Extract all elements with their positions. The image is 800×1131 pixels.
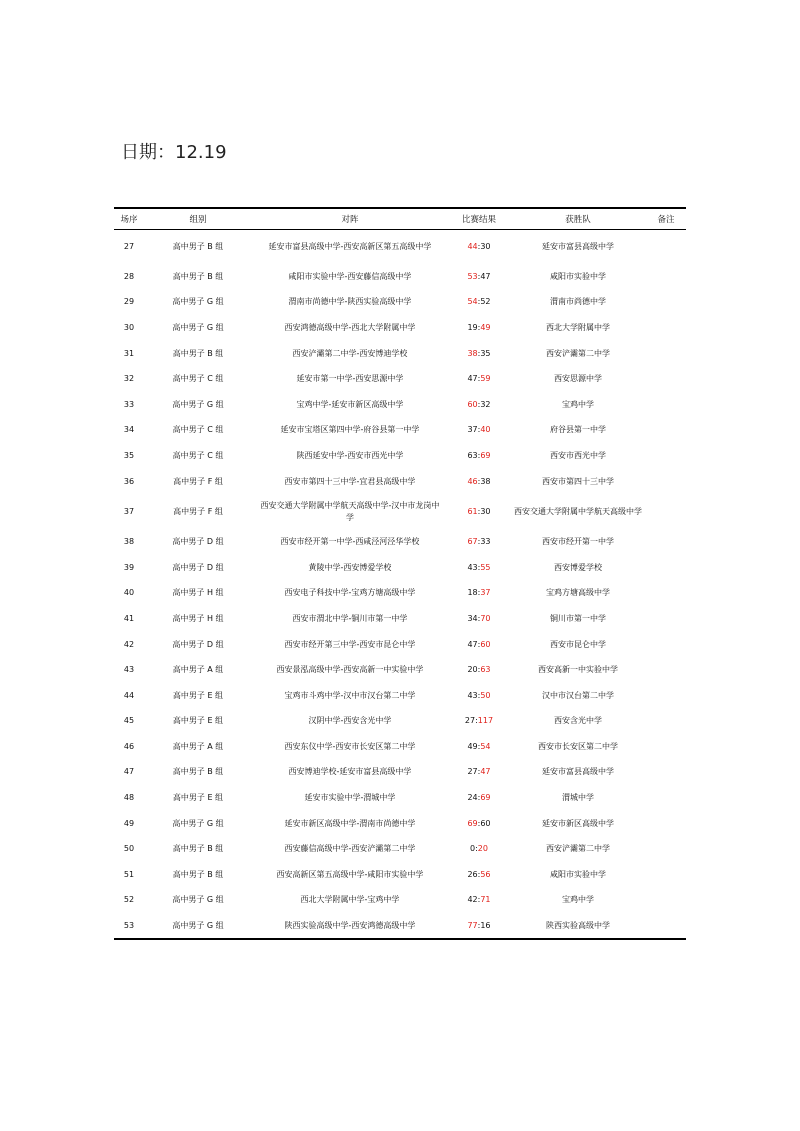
score-separator: : <box>477 271 481 281</box>
cell-winner: 汉中市汉台第二中学 <box>542 690 614 700</box>
score-away: 30 <box>480 506 491 516</box>
score-home: 37 <box>467 425 478 435</box>
table-row <box>114 494 686 529</box>
cell-group: 高中男子 B 组 <box>172 348 224 358</box>
cell-winner: 渭城中学 <box>562 793 594 803</box>
cell-note <box>646 315 686 341</box>
score-away: 55 <box>480 562 491 572</box>
cell-match-no: 40 <box>123 588 135 598</box>
cell-result <box>448 392 510 418</box>
score-separator: : <box>477 450 481 460</box>
score-home: 0 <box>470 844 476 854</box>
table-row <box>114 443 686 469</box>
header-matchup: 对阵 <box>341 214 359 225</box>
cell-group: 高中男子 H 组 <box>172 613 224 623</box>
score-away: 30 <box>480 241 491 251</box>
score-away: 47 <box>480 767 491 777</box>
cell-note <box>646 581 686 607</box>
score-separator: : <box>477 767 481 777</box>
cell-note <box>646 418 686 444</box>
score-away: 38 <box>480 476 491 486</box>
cell-result <box>448 657 510 683</box>
cell-winner: 西安高新一中实验中学 <box>538 665 618 675</box>
cell-winner: 府谷县第一中学 <box>550 425 606 435</box>
cell-result <box>448 606 510 632</box>
cell-group: 高中男子 A 组 <box>172 741 224 751</box>
score-away: 117 <box>477 716 494 726</box>
table-row <box>114 734 686 760</box>
cell-result <box>448 315 510 341</box>
cell-result <box>448 709 510 735</box>
cell-match-no: 53 <box>123 920 135 930</box>
cell-match-no: 45 <box>123 716 135 726</box>
score-separator: : <box>477 818 481 828</box>
header-match-no: 场序 <box>120 214 138 225</box>
cell-group: 高中男子 F 组 <box>173 506 223 516</box>
score-away: 32 <box>480 399 491 409</box>
header-winner: 获胜队 <box>565 214 591 225</box>
cell-winner: 咸阳市实验中学 <box>550 271 606 281</box>
score-away: 69 <box>480 450 491 460</box>
cell-result <box>448 229 510 264</box>
cell-winner: 延安市富县高级中学 <box>542 241 614 251</box>
cell-note <box>646 657 686 683</box>
cell-note <box>646 683 686 709</box>
score-away: 50 <box>480 690 491 700</box>
cell-matchup: 咸阳市实验中学-西安藤信高级中学 <box>288 271 412 281</box>
cell-group: 高中男子 H 组 <box>172 588 224 598</box>
cell-matchup: 宝鸡市斗鸡中学-汉中市汉台第二中学 <box>284 690 416 700</box>
cell-group: 高中男子 G 组 <box>172 818 224 828</box>
table-row <box>114 341 686 367</box>
table-header-row <box>114 208 686 229</box>
cell-match-no: 34 <box>123 425 135 435</box>
table-row <box>114 366 686 392</box>
table-row <box>114 555 686 581</box>
header-result: 比赛结果 <box>461 214 496 225</box>
score-separator: : <box>477 869 481 879</box>
cell-matchup: 延安市富县高级中学-西安高新区第五高级中学 <box>268 241 432 251</box>
cell-matchup: 延安市宝塔区第四中学-府谷县第一中学 <box>280 425 420 435</box>
score-home: 44 <box>467 241 478 251</box>
cell-result <box>448 888 510 914</box>
score-home: 26 <box>467 869 478 879</box>
table-row <box>114 709 686 735</box>
score-home: 27 <box>464 716 476 726</box>
cell-matchup: 陕西延安中学-西安市西光中学 <box>296 450 404 460</box>
score-away: 60 <box>480 818 491 828</box>
score-separator: : <box>475 844 478 854</box>
score-separator: : <box>477 241 481 251</box>
score-home: 54 <box>467 297 478 307</box>
cell-note <box>646 913 686 939</box>
cell-winner: 延安市新区高级中学 <box>542 818 614 828</box>
cell-match-no: 37 <box>123 506 135 516</box>
cell-result <box>448 494 510 529</box>
score-away: 33 <box>480 537 491 547</box>
cell-match-no: 35 <box>123 450 135 460</box>
table-row <box>114 836 686 862</box>
score-away: 47 <box>480 271 491 281</box>
score-away: 40 <box>480 425 491 435</box>
cell-note <box>646 366 686 392</box>
header-group: 组别 <box>189 214 207 225</box>
cell-note <box>646 443 686 469</box>
score-home: 46 <box>467 476 478 486</box>
cell-matchup: 西安博迪学校-延安市富县高级中学 <box>288 767 412 777</box>
cell-winner: 咸阳市实验中学 <box>550 869 606 879</box>
cell-result <box>448 264 510 290</box>
cell-match-no: 39 <box>123 562 135 572</box>
score-home: 60 <box>467 399 478 409</box>
score-separator: : <box>477 425 481 435</box>
cell-note <box>646 862 686 888</box>
score-home: 34 <box>467 613 478 623</box>
cell-winner: 西安思源中学 <box>554 374 602 384</box>
cell-note <box>646 229 686 264</box>
cell-matchup: 陕西实验高级中学-西安鸿德高级中学 <box>284 920 416 930</box>
score-separator: : <box>477 562 481 572</box>
table-row <box>114 888 686 914</box>
cell-group: 高中男子 D 组 <box>172 639 224 649</box>
cell-note <box>646 888 686 914</box>
cell-group: 高中男子 C 组 <box>172 374 224 384</box>
cell-group: 高中男子 G 组 <box>172 895 224 905</box>
cell-group: 高中男子 F 组 <box>173 476 223 486</box>
cell-result <box>448 836 510 862</box>
score-home: 38 <box>467 348 478 358</box>
score-away: 60 <box>480 639 491 649</box>
cell-match-no: 49 <box>123 818 135 828</box>
cell-group: 高中男子 G 组 <box>172 920 224 930</box>
cell-matchup: 西安市第四十三中学-宜君县高级中学 <box>284 476 416 486</box>
cell-matchup: 西安市经开第一中学-西咸泾河泾华学校 <box>280 537 420 547</box>
cell-match-no: 47 <box>123 767 135 777</box>
score-home: 43 <box>467 562 478 572</box>
cell-result <box>448 469 510 495</box>
cell-match-no: 50 <box>123 844 135 854</box>
table-row <box>114 632 686 658</box>
cell-winner: 西北大学附属中学 <box>546 322 610 332</box>
score-home: 67 <box>467 537 478 547</box>
score-home: 20 <box>467 665 478 675</box>
cell-matchup: 黄陵中学-西安博爱学校 <box>308 562 392 572</box>
cell-match-no: 42 <box>123 639 135 649</box>
cell-note <box>646 760 686 786</box>
cell-match-no: 36 <box>123 476 135 486</box>
score-separator: : <box>477 348 481 358</box>
table-row <box>114 862 686 888</box>
table-row <box>114 418 686 444</box>
cell-group: 高中男子 E 组 <box>172 716 224 726</box>
table-row <box>114 392 686 418</box>
cell-note <box>646 494 686 529</box>
cell-result <box>448 862 510 888</box>
cell-matchup: 西安东仪中学-西安市长安区第二中学 <box>284 741 416 751</box>
cell-group: 高中男子 E 组 <box>172 793 224 803</box>
cell-winner: 西安浐灞第二中学 <box>546 844 610 854</box>
cell-group: 高中男子 G 组 <box>172 297 224 307</box>
score-separator: : <box>477 399 481 409</box>
score-home: 27 <box>467 767 478 777</box>
cell-match-no: 46 <box>123 741 135 751</box>
score-separator: : <box>477 322 481 332</box>
score-separator: : <box>477 665 481 675</box>
score-home: 61 <box>467 506 478 516</box>
cell-note <box>646 529 686 555</box>
table-row <box>114 581 686 607</box>
table-row <box>114 657 686 683</box>
cell-group: 高中男子 C 组 <box>172 450 224 460</box>
cell-result <box>448 529 510 555</box>
cell-note <box>646 811 686 837</box>
cell-matchup: 西安市渭北中学-铜川市第一中学 <box>292 613 408 623</box>
cell-result <box>448 785 510 811</box>
score-separator: : <box>477 690 481 700</box>
score-separator: : <box>477 741 481 751</box>
cell-group: 高中男子 G 组 <box>172 322 224 332</box>
table-row <box>114 229 686 264</box>
cell-winner: 陕西实验高级中学 <box>546 920 610 930</box>
cell-result <box>448 443 510 469</box>
cell-match-no: 52 <box>123 895 135 905</box>
results-table <box>114 207 686 940</box>
cell-group: 高中男子 D 组 <box>172 537 224 547</box>
score-away: 20 <box>477 844 488 854</box>
cell-note <box>646 264 686 290</box>
cell-matchup: 西安市经开第三中学-西安市昆仑中学 <box>284 639 416 649</box>
cell-result <box>448 632 510 658</box>
cell-winner: 西安含光中学 <box>554 716 602 726</box>
score-away: 56 <box>480 869 491 879</box>
cell-winner: 西安交通大学附属中学航天高级中学 <box>514 506 642 516</box>
cell-result <box>448 683 510 709</box>
score-away: 59 <box>480 374 491 384</box>
cell-matchup: 西安交通大学附属中学航天高级中学-汉中市龙岗中学 <box>260 500 440 522</box>
cell-winner: 宝鸡中学 <box>562 399 594 409</box>
cell-note <box>646 469 686 495</box>
score-separator: : <box>477 793 481 803</box>
cell-group: 高中男子 A 组 <box>172 665 224 675</box>
score-separator: : <box>477 895 481 905</box>
cell-group: 高中男子 B 组 <box>172 241 224 251</box>
cell-matchup: 西安浐灞第二中学-西安博迪学校 <box>292 348 408 358</box>
score-away: 52 <box>480 297 491 307</box>
score-away: 70 <box>480 613 491 623</box>
cell-result <box>448 811 510 837</box>
header-note: 备注 <box>657 214 675 225</box>
cell-match-no: 30 <box>123 322 135 332</box>
cell-match-no: 44 <box>123 690 135 700</box>
cell-matchup: 西安景泓高级中学-西安高新一中实验中学 <box>276 665 424 675</box>
cell-match-no: 38 <box>123 537 135 547</box>
cell-winner: 西安市长安区第二中学 <box>538 741 618 751</box>
cell-match-no: 27 <box>123 241 135 251</box>
score-separator: : <box>477 537 481 547</box>
cell-matchup: 西安鸿德高级中学-西北大学附属中学 <box>284 322 416 332</box>
cell-group: 高中男子 B 组 <box>172 844 224 854</box>
cell-group: 高中男子 G 组 <box>172 399 224 409</box>
cell-winner: 西安市昆仑中学 <box>550 639 606 649</box>
cell-note <box>646 709 686 735</box>
score-away: 54 <box>480 741 491 751</box>
cell-result <box>448 341 510 367</box>
cell-group: 高中男子 B 组 <box>172 767 224 777</box>
score-away: 69 <box>480 793 491 803</box>
score-home: 69 <box>467 818 478 828</box>
score-separator: : <box>477 920 481 930</box>
cell-result <box>448 555 510 581</box>
cell-match-no: 43 <box>123 665 135 675</box>
score-separator: : <box>477 639 481 649</box>
cell-winner: 延安市富县高级中学 <box>542 767 614 777</box>
cell-match-no: 48 <box>123 793 135 803</box>
cell-winner: 西安博爱学校 <box>554 562 602 572</box>
cell-matchup: 延安市第一中学-西安思源中学 <box>296 374 404 384</box>
cell-note <box>646 555 686 581</box>
score-separator: : <box>477 297 481 307</box>
cell-winner: 宝鸡中学 <box>562 895 594 905</box>
cell-group: 高中男子 B 组 <box>172 271 224 281</box>
cell-matchup: 西安电子科技中学-宝鸡方塘高级中学 <box>284 588 416 598</box>
cell-match-no: 33 <box>123 399 135 409</box>
cell-group: 高中男子 D 组 <box>172 562 224 572</box>
table-row <box>114 315 686 341</box>
results-table-container <box>114 207 686 940</box>
table-row <box>114 264 686 290</box>
score-home: 18 <box>467 588 478 598</box>
table-row <box>114 469 686 495</box>
table-row <box>114 290 686 316</box>
score-home: 47 <box>467 374 478 384</box>
cell-matchup: 西安藤信高级中学-西安浐灞第二中学 <box>284 844 416 854</box>
table-row <box>114 785 686 811</box>
cell-winner: 西安浐灞第二中学 <box>546 348 610 358</box>
cell-matchup: 西北大学附属中学-宝鸡中学 <box>300 895 400 905</box>
score-home: 47 <box>467 639 478 649</box>
cell-note <box>646 836 686 862</box>
score-home: 49 <box>467 741 478 751</box>
cell-match-no: 31 <box>123 348 135 358</box>
cell-winner: 渭南市尚德中学 <box>550 297 606 307</box>
score-away: 49 <box>480 322 491 332</box>
cell-note <box>646 785 686 811</box>
cell-note <box>646 392 686 418</box>
cell-match-no: 51 <box>123 869 135 879</box>
score-separator: : <box>477 476 481 486</box>
cell-winner: 西安市第四十三中学 <box>542 476 614 486</box>
score-home: 53 <box>467 271 478 281</box>
score-home: 19 <box>467 322 478 332</box>
cell-winner: 西安市经开第一中学 <box>542 537 614 547</box>
table-row <box>114 683 686 709</box>
score-away: 16 <box>480 920 491 930</box>
table-body <box>114 229 686 939</box>
table-row <box>114 606 686 632</box>
cell-matchup: 延安市新区高级中学-渭南市尚德中学 <box>284 818 416 828</box>
score-away: 35 <box>480 348 491 358</box>
cell-winner: 铜川市第一中学 <box>550 613 606 623</box>
cell-result <box>448 913 510 939</box>
cell-match-no: 41 <box>123 613 135 623</box>
cell-winner: 西安市西光中学 <box>550 450 606 460</box>
score-home: 42 <box>467 895 478 905</box>
cell-result <box>448 734 510 760</box>
cell-matchup: 西安高新区第五高级中学-咸阳市实验中学 <box>276 869 424 879</box>
score-away: 63 <box>480 665 491 675</box>
cell-matchup: 延安市实验中学-渭城中学 <box>304 793 396 803</box>
cell-group: 高中男子 C 组 <box>172 425 224 435</box>
score-separator: : <box>477 374 481 384</box>
score-separator: : <box>477 613 481 623</box>
score-home: 63 <box>467 450 478 460</box>
cell-match-no: 29 <box>123 297 135 307</box>
page-date: 日期：12.19 <box>121 142 227 163</box>
cell-note <box>646 341 686 367</box>
cell-group: 高中男子 B 组 <box>172 869 224 879</box>
score-away: 37 <box>480 588 491 598</box>
cell-note <box>646 734 686 760</box>
cell-match-no: 32 <box>123 374 135 384</box>
cell-matchup: 汉阴中学-西安含光中学 <box>308 716 392 726</box>
score-separator: : <box>477 506 481 516</box>
score-home: 24 <box>467 793 478 803</box>
table-row <box>114 811 686 837</box>
cell-match-no: 28 <box>123 271 135 281</box>
cell-note <box>646 290 686 316</box>
cell-note <box>646 632 686 658</box>
cell-result <box>448 760 510 786</box>
cell-group: 高中男子 E 组 <box>172 690 224 700</box>
cell-result <box>448 418 510 444</box>
cell-result <box>448 581 510 607</box>
score-separator: : <box>477 588 481 598</box>
cell-result <box>448 366 510 392</box>
cell-note <box>646 606 686 632</box>
score-home: 77 <box>467 920 478 930</box>
score-home: 43 <box>467 690 478 700</box>
cell-result <box>448 290 510 316</box>
table-row <box>114 913 686 939</box>
cell-matchup: 渭南市尚德中学-陕西实验高级中学 <box>288 297 412 307</box>
cell-matchup: 宝鸡中学-延安市新区高级中学 <box>296 399 404 409</box>
score-separator: : <box>475 716 478 726</box>
score-away: 71 <box>480 895 491 905</box>
cell-winner: 宝鸡方塘高级中学 <box>546 588 610 598</box>
table-row <box>114 529 686 555</box>
table-row <box>114 760 686 786</box>
